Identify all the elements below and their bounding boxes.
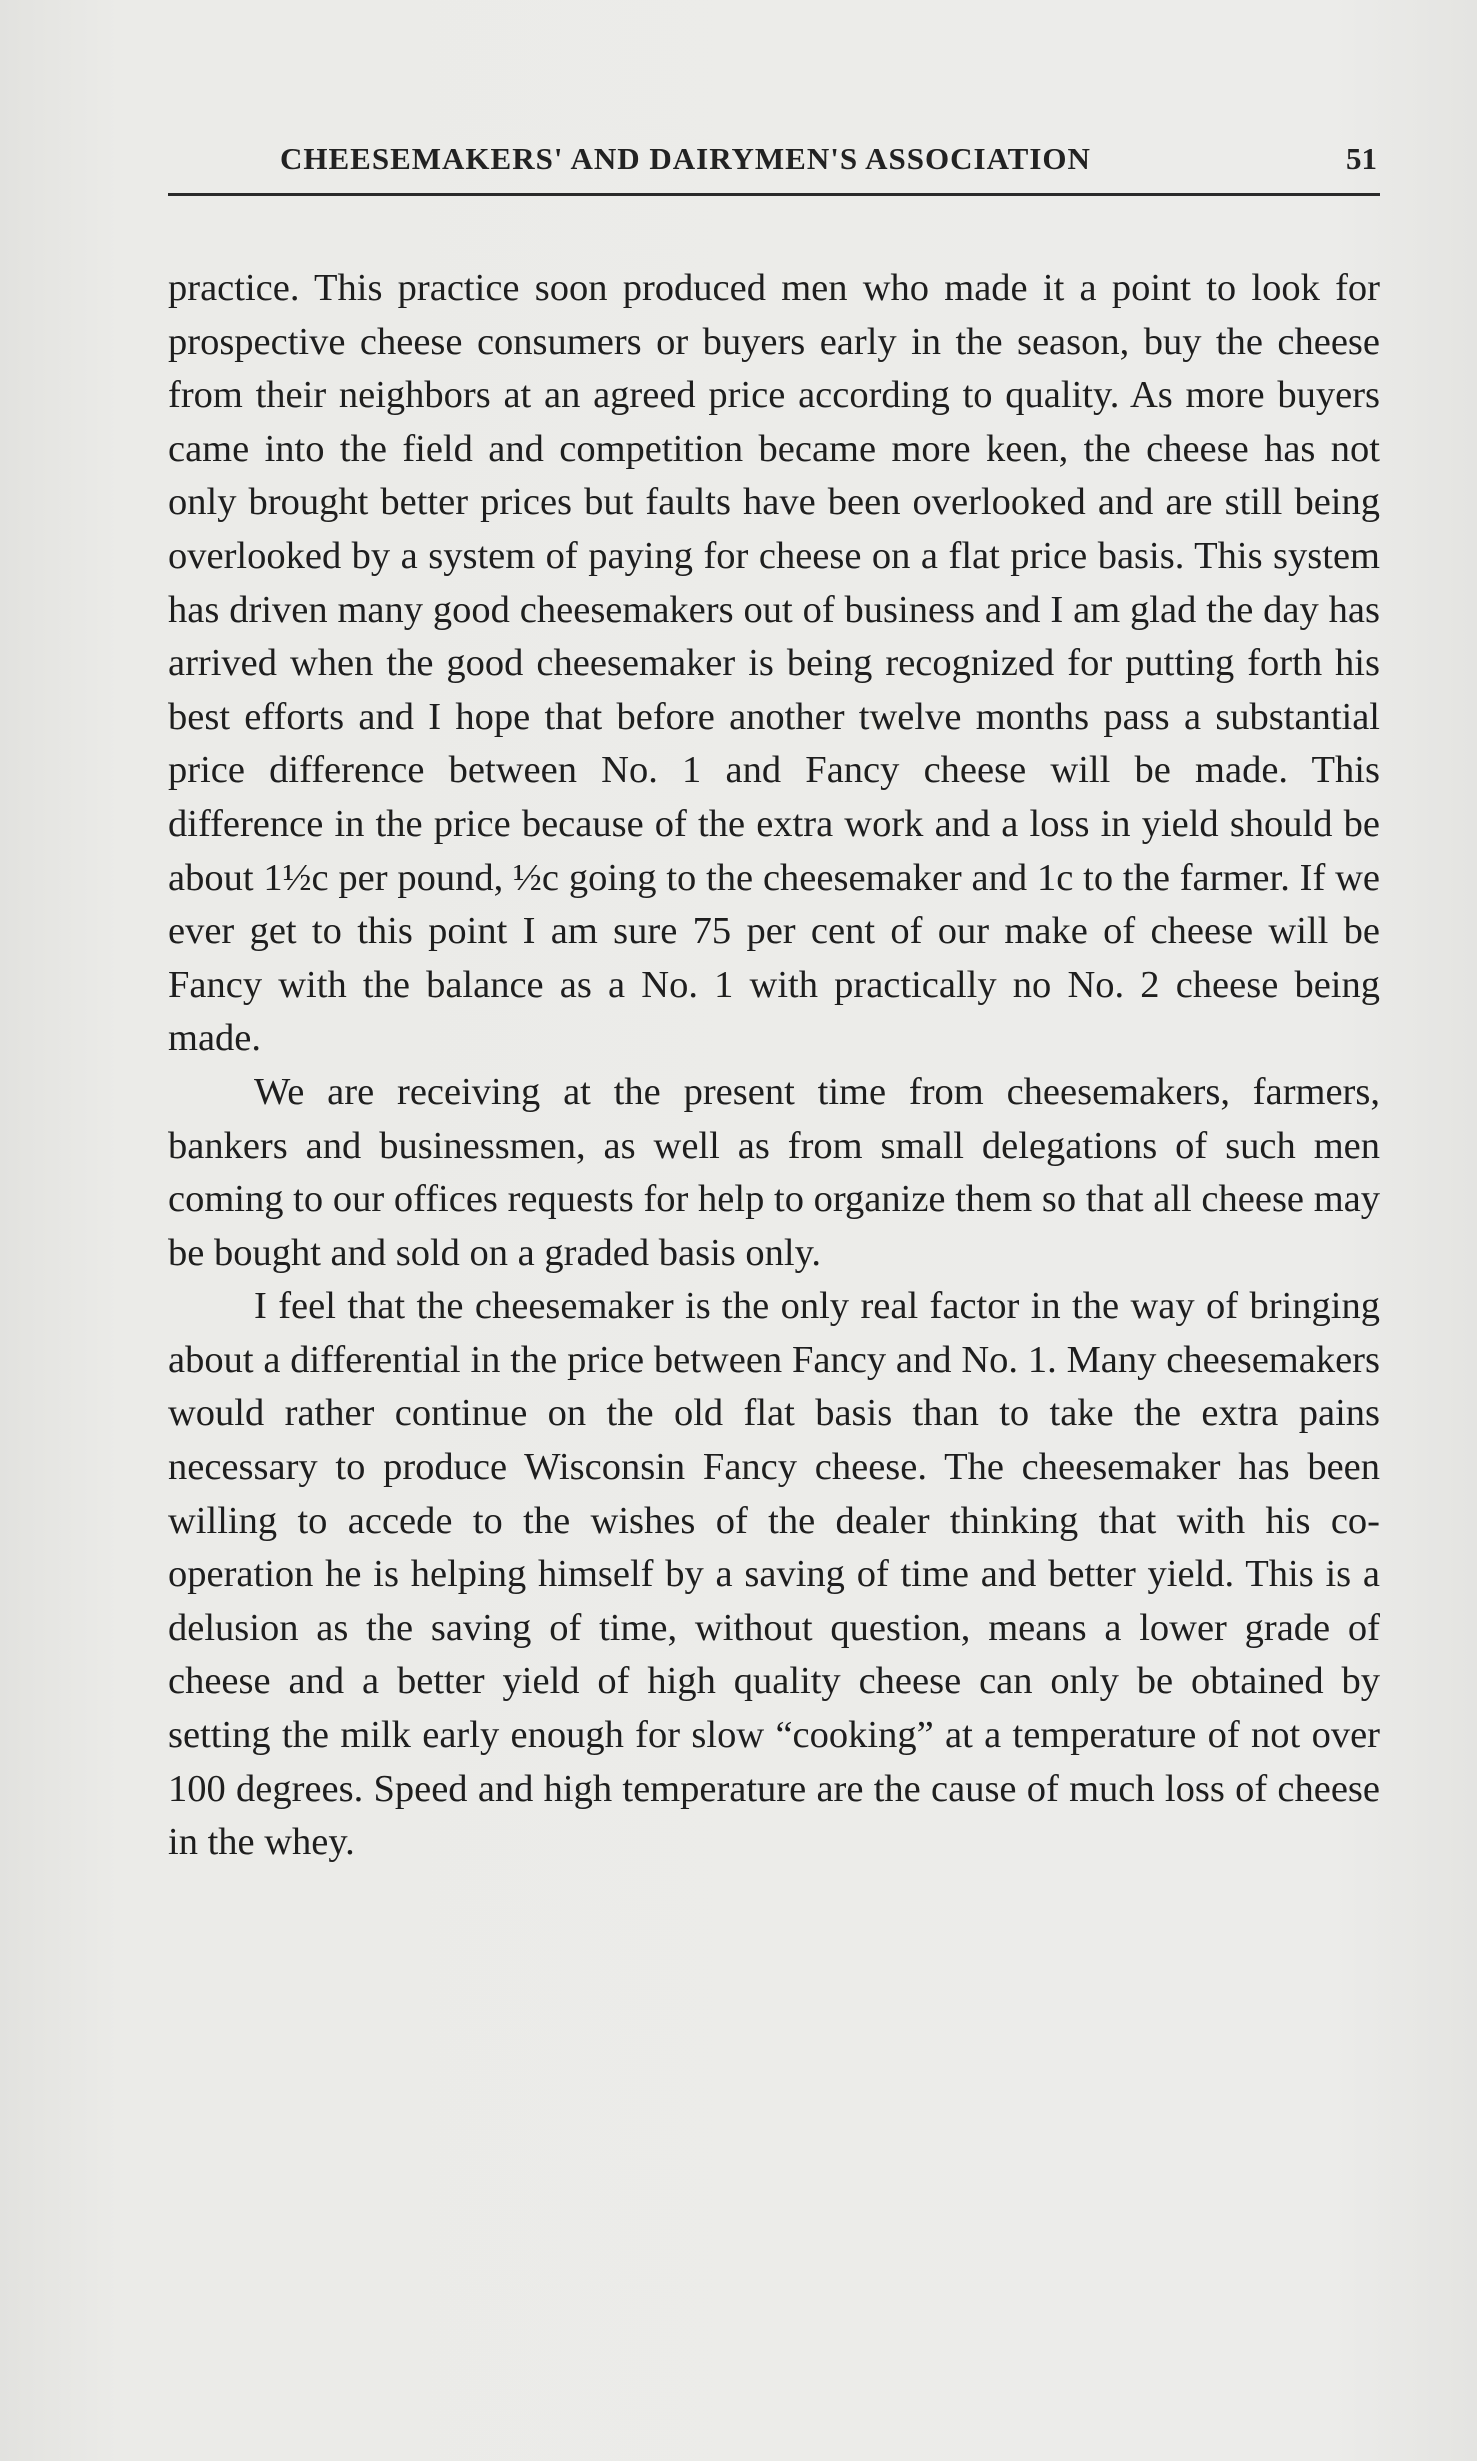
running-head (170, 133, 1379, 193)
body-text (168, 262, 1380, 1870)
running-title: CHEESEMAKERS' AND DAIRYMEN'S ASSOCIATION (280, 141, 1091, 176)
paragraph-requests: We are receiving at the present time from cheesemakers, farmers, bankers and businessmen, as well as from small delegations of such men coming to our offices requests for help to organize them so that all cheese may be bought and sold on a graded basis only. (168, 1070, 1380, 1274)
paragraph-cheesemaker-factor: I feel that the cheesemaker is the only real factor in the way of bringing about a differential in the price between Fancy and No. 1. Many cheesemakers would rather continue on the old flat basis than to take the extra pains necessary to produce Wisconsin Fancy cheese. The cheesemaker has been willing to accede to the wishes of the dealer thinking that with his co-operation he is helping himself by a saving of time and better yield. This is a delusion as the saving of time, without question, means a lower grade of cheese and a better yield of high quality cheese can only be obtained by setting the milk early enough for slow “cooking” at a temperature of not over 100 degrees. Speed and high temperature are the cause of much loss of cheese in the whey. (168, 1285, 1380, 1864)
paragraph-continuation: practice. This practice soon produced men who made it a point to look for prospective cheese consumers or buyers early in the season, buy the cheese from their neighbors at an agreed price according to quality. As more buyers came into the field and competition became more keen, the cheese has not only brought better prices but faults have been overlooked and are still being overlooked by a system of paying for cheese on a flat price basis. This system has driven many good cheesemakers out of business and I am glad the day has arrived when the good cheesemaker is being recognized for putting forth his best efforts and I hope that before another twelve months pass a substantial price difference between No. 1 and Fancy cheese will be made. This difference in the price because of the extra work and a loss in yield should be about 1½c per pound, ½c going to the cheesemaker and 1c to the farmer. If we ever get to this point I am sure 75 per cent of our make of cheese will be Fancy with the balance as a No. 1 with practically no No. 2 cheese being made. (168, 267, 1380, 1060)
header-rule (168, 193, 1380, 196)
page-number: 51 (1346, 141, 1377, 176)
